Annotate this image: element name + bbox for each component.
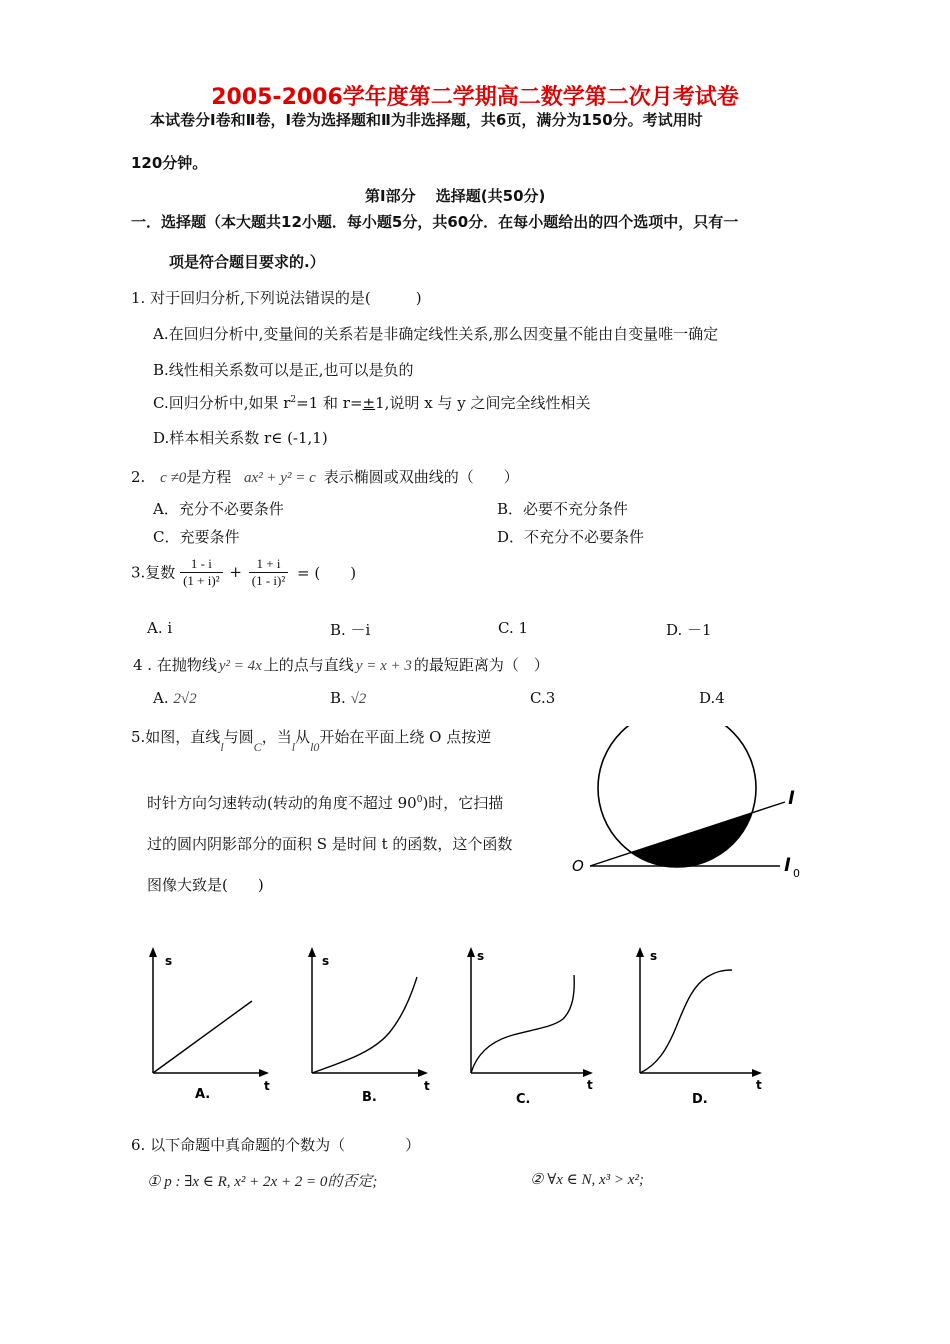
graph-b-label: B. [362,1090,377,1105]
q4-b-label: B. [330,689,346,707]
graph-c-t-label: t [587,1078,593,1092]
q1-c-pm: ± [362,394,376,412]
q1-option-c [153,392,590,413]
q3-option-d: D. －1 [666,621,712,639]
q3-prefix: 3.复数 [131,563,176,582]
graph-b-curve [312,977,417,1073]
q5-l2-pre: 时针方向匀速转动(转动的角度不超过 90 [147,794,417,812]
graph-c-x-arrow [583,1069,593,1077]
graph-a-t-label: t [264,1079,270,1093]
graph-b-s-label: s [322,954,330,968]
q2-option-b: B．必要不充分条件 [497,500,629,518]
q4-mid: 上的点与直线 [263,656,354,674]
q1-c-post: =1 和 r= [296,394,363,412]
q4-curve: y² = 4x [218,658,262,674]
q2-option-d: D．不充分不必要条件 [497,528,645,546]
q1-c-pre: C.回归分析中,如果 r [153,394,291,412]
q5-l1-d: 从 [295,728,311,746]
q4-option-c: C.3 [530,689,556,707]
q2-stem [131,466,519,487]
q2-option-a: A．充分不必要条件 [153,500,284,518]
shaded-region [598,797,800,871]
q2-option-c: C．充要条件 [153,528,240,546]
q3-f1-numerator: 1 - i [180,556,223,573]
graph-b-y-arrow [308,947,316,957]
q5-l2-post: )时，它扫描 [422,794,504,812]
graph-a-y-arrow [149,947,157,957]
q6-proposition-2 [530,1170,644,1189]
q5-sym-l-2: l [291,740,296,754]
q3-f1-denominator: (1 + i)² [183,572,220,588]
q5-l1-a: 5.如图，直线 [131,728,221,746]
label-l0: l [784,855,791,876]
q3-option-c: C. 1 [498,619,529,637]
q6-p1-text: ① p : ∃x ∈ R, x² + 2x + 2 = 0的否定; [147,1174,378,1190]
q5-sym-l: l [220,740,224,754]
q4-line: y = x + 3 [355,658,412,674]
q4-prefix: 4 . 在抛物线 [133,656,217,674]
q5-sym-c: C [253,740,262,754]
graph-a-s-label: s [165,954,173,968]
q1-stem: 1. 对于回归分析,下列说法错误的是( ) [131,289,422,307]
graph-c-y-arrow [467,947,475,957]
graph-d-x-arrow [752,1069,762,1077]
graph-c-label: C. [516,1092,531,1107]
q6-stem: 6. 以下命题中真命题的个数为（ ） [131,1136,421,1154]
q3-option-b: B. －i [330,621,371,639]
q4-a-label: A. [153,689,169,707]
label-l: l [788,788,795,809]
q3-fraction-2 [249,556,289,588]
graph-d-curve [640,970,732,1073]
q3-fraction-1 [180,556,223,588]
intro-line-2: 120分钟。 [131,154,208,172]
q2-cond: c ≠0 [160,470,187,486]
q4-option-a [153,689,197,708]
q1-option-b: B.线性相关系数可以是正,也可以是负的 [153,361,414,379]
q2-num: 2. [131,468,146,486]
label-l0-subscript: 0 [793,867,800,880]
q3-plus: + [229,563,242,582]
graph-d-t-label: t [756,1078,762,1092]
q5-line-2 [147,792,503,813]
label-o: O [572,857,584,875]
q4-option-b [330,689,366,708]
exam-title: 2005-2006学年度第二学期高二数学第二次月考试卷 [211,85,739,110]
q6-proposition-1 [147,1170,377,1191]
graph-c [463,945,598,1110]
graph-a-label: A. [195,1087,211,1102]
graph-d-s-label: s [650,949,658,963]
q2-tail: 表示椭圆或双曲线的（ ） [323,468,519,486]
graph-c-curve [471,975,574,1073]
q4-tail: 的最短距离为（ ） [413,656,549,674]
q5-sym-l0: l0 [310,740,320,754]
q4-a-value: 2√2 [173,691,197,707]
q4-option-d: D.4 [699,689,725,707]
q1-c-sup: 2 [290,395,297,405]
q5-l1-c: ，当 [261,728,292,746]
graph-b-x-arrow [418,1069,428,1077]
graph-c-s-label: s [477,949,485,963]
q5-l1-b: 与圆 [223,728,254,746]
q5-line-1 [131,726,492,754]
graph-b-t-label: t [424,1079,430,1093]
graph-d-label: D. [692,1092,708,1107]
q3-option-a: A. i [147,619,173,637]
part1-heading: 第Ⅰ部分 选择题(共50分) [365,187,546,205]
q5-circle-figure [560,726,820,886]
q5-line-4: 图像大致是( ) [147,876,264,894]
q6-p2-text: ② ∀x ∈ N, x³ > x²; [530,1172,644,1188]
q2-mid: 是方程 [186,468,232,486]
q1-option-d: D.样本相关系数 r∈ (-1,1) [153,429,328,447]
section1-line-1: 一．选择题（本大题共12小题．每小题5分，共60分．在每小题给出的四个选项中，只有一 [131,213,739,231]
q3-f2-denominator: (1 - i)² [251,572,286,588]
q5-l1-e: 开始在平面上绕 O 点按逆 [319,728,492,746]
q4-stem [133,654,549,675]
graph-a-curve [153,1001,252,1073]
graph-b [304,945,434,1110]
q3-stem [131,556,356,588]
q3-tail: = ( ) [297,563,357,582]
graph-a [145,945,275,1110]
graph-d-y-arrow [636,947,644,957]
q1-c-end: 1,说明 x 与 y 之间完全线性相关 [375,394,591,412]
q1-option-a: A.在回归分析中,变量间的关系若是非确定线性关系,那么因变量不能由自变量唯一确定 [153,325,719,343]
graph-d [632,945,772,1110]
q4-b-value: √2 [350,691,367,707]
q5-l2-sup: 0 [416,795,423,805]
q5-line-3: 过的圆内阴影部分的面积 S 是时间 t 的函数，这个函数 [147,835,513,853]
intro-line-1: 本试卷分Ⅰ卷和Ⅱ卷，Ⅰ卷为选择题和Ⅱ为非选择题，共6页，满分为150分。考试用时 [150,111,703,129]
section1-line-2: 项是符合题目要求的.） [169,253,325,271]
q3-f2-numerator: 1 + i [249,556,289,573]
graph-a-x-arrow [259,1069,269,1077]
q2-equation: ax² + y² = c [244,470,316,486]
